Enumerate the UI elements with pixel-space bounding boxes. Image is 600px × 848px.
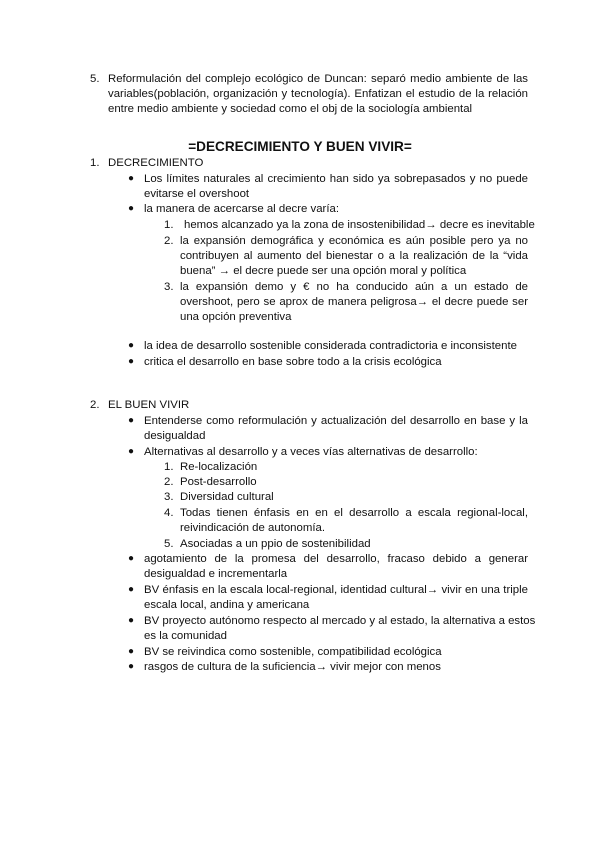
s1-sub3-line2: overshoot, pero se aprox de manera peligrosa→ el decre puede ser (180, 296, 528, 308)
bullet-icon: ● (128, 584, 135, 595)
s1-bullet3: la idea de desarrollo sostenible considerada contradictoria e inconsistente (144, 340, 517, 352)
sub-number: 5. (164, 538, 174, 550)
page-title: =DECRECIMIENTO Y BUEN VIVIR= (188, 139, 412, 154)
s1-bullet1-line1: Los límites naturales al crecimiento han sido ya sobrepasados y no puede (144, 173, 528, 185)
s1-sub1-line1: hemos alcanzado ya la zona de insostenibilidad→ decre es inevitable (184, 219, 535, 231)
section-heading: EL BUEN VIVIR (108, 399, 190, 411)
bullet-icon: ● (128, 646, 135, 657)
sub-number: 2. (164, 235, 174, 247)
s2-bullet6: BV se reivindica como sostenible, compatibilidad ecológica (144, 646, 442, 658)
sub-number: 2. (164, 476, 174, 488)
s2-sub1: Re-localización (180, 461, 258, 473)
s2-bullet4-line2: escala local, andina y americana (144, 599, 310, 611)
bullet-icon: ● (128, 356, 135, 367)
list-number: 5. (90, 73, 100, 85)
section-number: 2. (90, 399, 100, 411)
s2-sub4-line1: Todas tienen énfasis en en el desarrollo a escala regional-local, (180, 507, 528, 519)
sub-number: 3. (164, 281, 174, 293)
section-number: 1. (90, 157, 100, 169)
sub-number: 3. (164, 491, 174, 503)
s2-bullet2: Alternativas al desarrollo y a veces vías alternativas de desarrollo: (144, 446, 478, 458)
bullet-icon: ● (128, 615, 135, 626)
sub-number: 1. (164, 219, 174, 231)
s2-sub4-line2: reivindicación de autonomía. (180, 522, 326, 534)
s1-sub2-line2: contribuyen al aumento del bienestar o a la realización de la “vida (180, 250, 528, 262)
bullet-icon: ● (128, 173, 135, 184)
s2-bullet1-line1: Entenderse como reformulación y actualización del desarrollo en base y la (144, 415, 528, 427)
s2-bullet3-line1: agotamiento de la promesa del desarrollo, fracaso debido a generar (144, 553, 528, 565)
bullet-icon: ● (128, 415, 135, 426)
sub-number: 1. (164, 461, 174, 473)
bullet-icon: ● (128, 446, 135, 457)
section-heading: DECRECIMIENTO (108, 157, 204, 169)
s1-sub3-line3: una opción preventiva (180, 311, 292, 323)
s1-sub2-line3: buena” → el decre puede ser una opción moral y política (180, 265, 467, 277)
s2-bullet4-line1: BV énfasis en la escala local-regional, identidad cultural→ vivir en una triple (144, 584, 528, 596)
s1-sub3-line1: la expansión demo y € no ha conducido aún a un estado de (180, 281, 528, 293)
bullet-icon: ● (128, 553, 135, 564)
intro-line-2: variables(población, organización y tecnología). Enfatizan el estudio de la relación (108, 88, 528, 100)
s2-bullet5-line2: es la comunidad (144, 630, 227, 642)
intro-line-1: Reformulación del complejo ecológico de Duncan: separó medio ambiente de las (108, 73, 528, 85)
sub-number: 4. (164, 507, 174, 519)
s2-sub3: Diversidad cultural (180, 491, 274, 503)
s1-bullet4: critica el desarrollo en base sobre todo a la crisis ecológica (144, 356, 442, 368)
s2-bullet5-line1: BV proyecto autónomo respecto al mercado y al estado, la alternativa a estos (144, 615, 536, 627)
intro-line-3: entre medio ambiente y sociedad como el obj de la sociología ambiental (108, 103, 473, 115)
bullet-icon: ● (128, 203, 135, 214)
s1-bullet1-line2: evitarse el overshoot (144, 188, 250, 200)
s1-bullet2: la manera de acercarse al decre varía: (144, 203, 340, 215)
s2-bullet7: rasgos de cultura de la suficiencia→ vivir mejor con menos (144, 661, 441, 673)
bullet-icon: ● (128, 661, 135, 672)
s2-bullet1-line2: desigualdad (144, 430, 206, 442)
bullet-icon: ● (128, 340, 135, 351)
s2-sub5: Asociadas a un ppio de sostenibilidad (180, 538, 371, 550)
s1-sub2-line1: la expansión demográfica y económica es aún posible pero ya no (180, 235, 528, 247)
s2-bullet3-line2: desigualdad e incrementarla (144, 568, 288, 580)
s2-sub2: Post-desarrollo (180, 476, 257, 488)
